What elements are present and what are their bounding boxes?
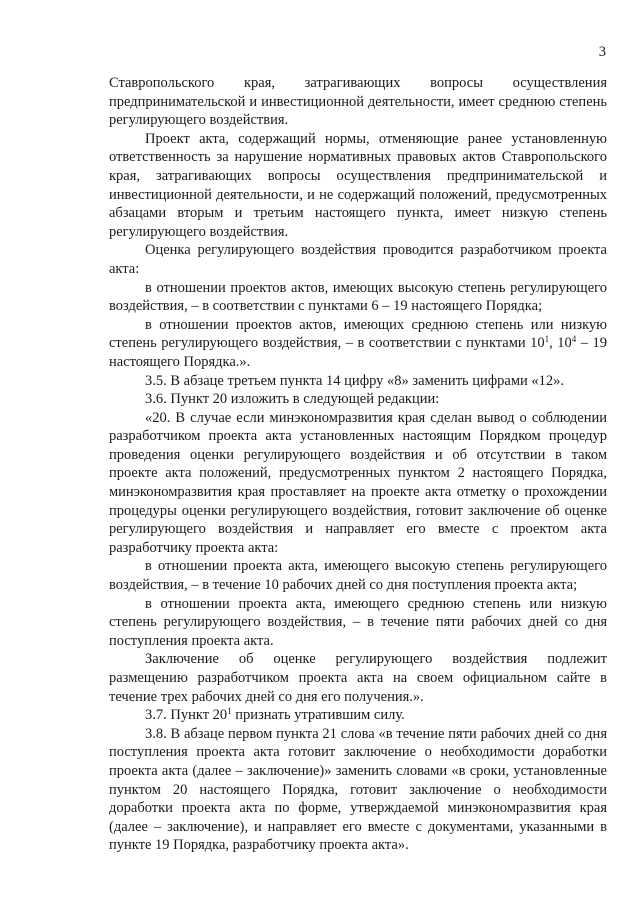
paragraph (109, 316, 607, 372)
paragraph-text: признать утратившим силу. (231, 707, 405, 724)
superscript: 1 (227, 706, 232, 717)
superscript: 4 (571, 334, 577, 345)
superscript: 1 (544, 334, 550, 345)
document-body (109, 74, 607, 855)
paragraph-text: , 10 (549, 335, 572, 352)
paragraph: Ставропольского края, затрагивающих вопросы осуществления предпринимательской и инвестиционной деятельности, имеет среднюю степень регулирующего воздействия. (109, 75, 607, 129)
paragraph: в отношении проекта акта, имеющего среднюю степень или низкую степень регулирующего воздействия, – в течение пяти рабочих дней со дня поступления проекта акта. (109, 595, 607, 649)
paragraph: Оценка регулирующего воздействия проводится разработчиком проекта акта: (109, 242, 607, 277)
paragraph: Заключение об оценке регулирующего воздействия подлежит размещению разработчиком проекта акта на своем официальном сайте в течение трех рабочих дней со дня его получения.». (109, 651, 607, 705)
paragraph-text: – 19 настоящего Порядка.». (109, 335, 608, 370)
paragraph: 3.5. В абзаце третьем пункта 14 цифру «8» заменить цифрами «12». (145, 372, 565, 389)
paragraph-text: 3.7. Пункт 20 (145, 707, 228, 724)
paragraph: 3.6. Пункт 20 изложить в следующей редакции: (145, 391, 440, 408)
paragraph: «20. В случае если минэкономразвития края сделан вывод о соблюдении разработчиком проекта акта установленных настоящим Порядком процедур проведения оценки регулирующего воздействия и об отсутствии в таком проекте акта положений, предусмотренных пунктом 2 настоящего Порядка, минэкономразвития края проставляет на проекте акта отметку о прохождении процедуры оценки регулирующего воздействия, готовит заключение об оценке регулирующего воздействия и направляет его вместе с проектом акта разработчику проекта акта: (109, 409, 607, 556)
paragraph: в отношении проектов актов, имеющих высокую степень регулирующего воздействия, – в соответствии с пунктами 6 – 19 настоящего Порядка; (109, 279, 607, 315)
paragraph-text: в отношении проектов актов, имеющих среднюю степень или низкую степень регулирующего воздействия, – в соответствии с пунктами 10 (109, 316, 607, 352)
paragraph: в отношении проекта акта, имеющего высокую степень регулирующего воздействия, – в течение 10 рабочих дней со дня поступления проекта акта; (109, 558, 607, 594)
paragraph: Проект акта, содержащий нормы, отменяющие ранее установленную ответственность за нарушение нормативных правовых актов Ставропольского края, затрагивающих вопросы осуществления предпринимательской и инвестиционной деятельности, и не содержащий положений, предусмотренных абзацами вторым и третьим настоящего пункта, имеет низкую степень регулирующего воздействия. (109, 130, 607, 240)
page-number: 3 (598, 44, 606, 60)
paragraph (109, 706, 607, 725)
paragraph: 3.8. В абзаце первом пункта 21 слова «в течение пяти рабочих дней со дня поступления проекта акта готовит заключение о необходимости доработки проекта акта (далее – заключение)» заменить словами «в сроки, установленные пунктом 20 настоящего Порядка, готовит заключение о необходимости доработки проекта акта по форме, утверждаемой минэкономразвития края (далее – заключение), и направляет его вместе с документами, указанными в пункте 19 Порядка, разработчику проекта акта». (109, 725, 607, 854)
